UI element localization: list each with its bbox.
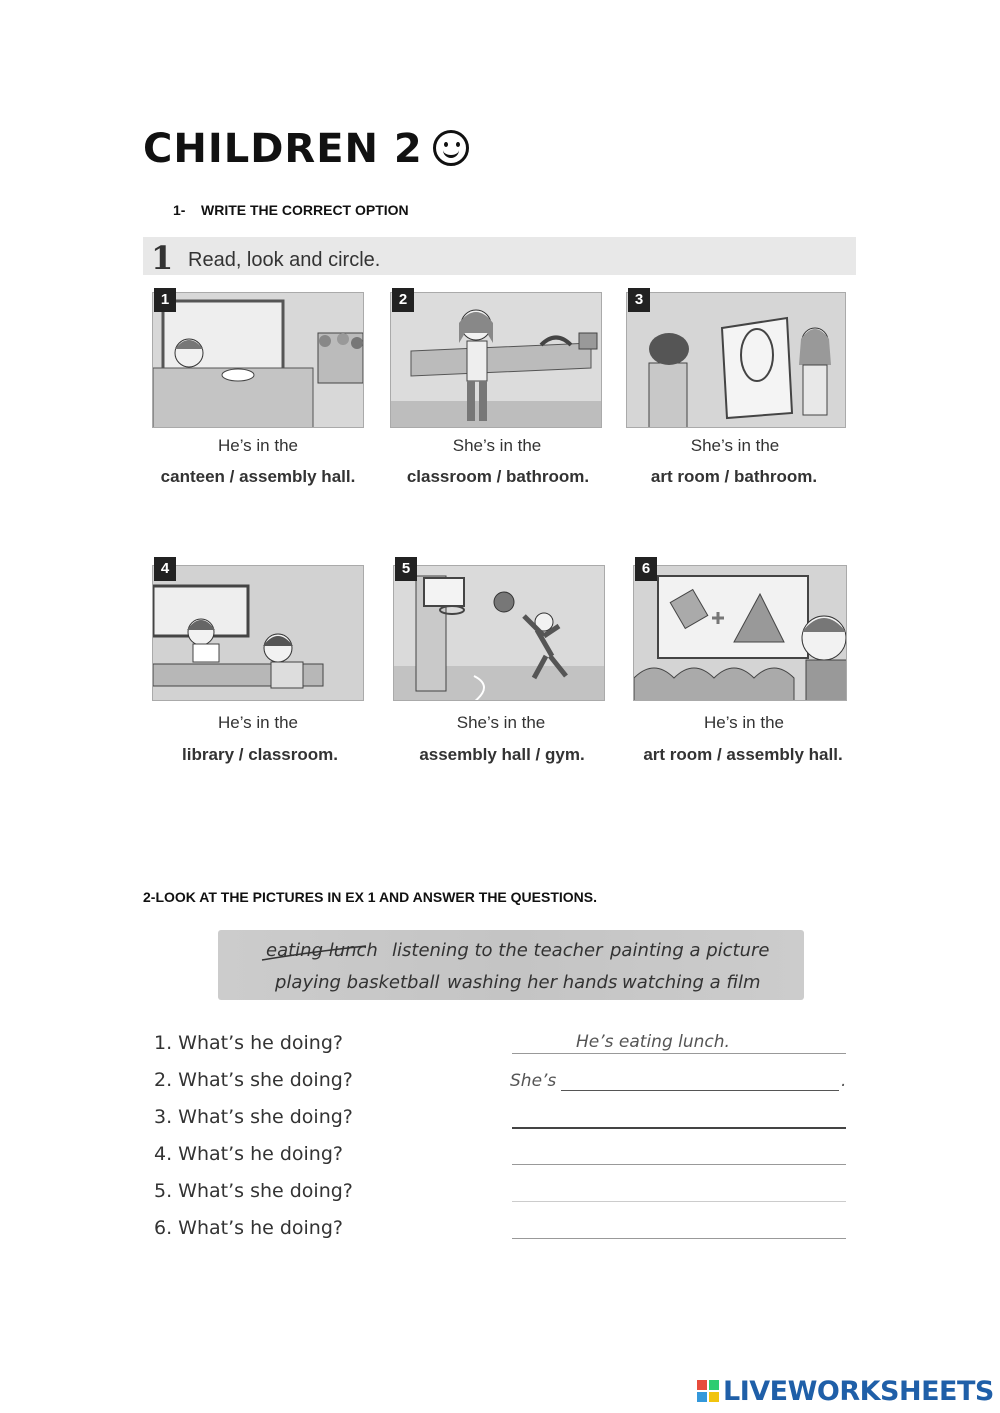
word-bank-item: eating lunch — [266, 940, 378, 961]
section2-heading: 2-LOOK AT THE PICTURES IN EX 1 AND ANSWER THE QUESTIONS. — [143, 889, 597, 905]
smiley-icon — [433, 130, 469, 166]
section1-heading: 1- WRITE THE CORRECT OPTION — [173, 202, 409, 218]
word-bank-item: listening to the teacher — [392, 940, 603, 961]
picture-library — [152, 565, 364, 701]
answer-prefix: She’s — [510, 1071, 557, 1091]
picture-gym — [393, 565, 605, 701]
picture-bathroom — [390, 292, 602, 428]
question: 5. What’s she doing? — [154, 1180, 353, 1202]
picture-art-room — [626, 292, 846, 428]
word-bank-item: playing basketball — [275, 972, 440, 993]
picture-caption: She’s in the — [452, 436, 542, 455]
question: 2. What’s she doing? — [154, 1069, 353, 1091]
word-bank-item: painting a picture — [610, 940, 770, 961]
picture-options[interactable]: classroom / bathroom. — [406, 467, 590, 486]
answer-input-6[interactable] — [512, 1238, 846, 1239]
picture-number: 3 — [628, 288, 650, 312]
picture-number: 5 — [395, 557, 417, 581]
answer-input-5[interactable] — [512, 1201, 846, 1202]
word-bank-item: washing her hands — [447, 972, 618, 993]
question: 4. What’s he doing? — [154, 1143, 343, 1165]
picture-canteen — [152, 292, 364, 428]
word-bank — [218, 930, 804, 1000]
answer-input-3[interactable] — [512, 1127, 846, 1129]
picture-number: 6 — [635, 557, 657, 581]
picture-options[interactable]: canteen / assembly hall. — [160, 467, 356, 486]
picture-number: 2 — [392, 288, 414, 312]
example-answer: He’s eating lunch. — [576, 1032, 730, 1052]
picture-caption: He’s in the — [703, 713, 784, 732]
question: 3. What’s she doing? — [154, 1106, 353, 1128]
picture-options[interactable]: assembly hall / gym. — [419, 745, 585, 764]
picture-number: 4 — [154, 557, 176, 581]
exercise-number: 1 — [151, 239, 174, 277]
strike-line — [260, 942, 370, 964]
logo-icon — [697, 1380, 719, 1402]
picture-options[interactable]: library / classroom. — [182, 745, 338, 764]
page-title — [143, 126, 469, 172]
picture-caption: She’s in the — [690, 436, 780, 455]
word-bank-item: watching a film — [622, 972, 761, 993]
picture-assembly-hall — [633, 565, 847, 701]
question: 1. What’s he doing? — [154, 1032, 343, 1054]
picture-caption: She’s in the — [456, 713, 546, 732]
picture-number: 1 — [154, 288, 176, 312]
liveworksheets-logo — [697, 1376, 994, 1407]
picture-options[interactable]: art room / bathroom. — [650, 467, 818, 486]
answer-input-2[interactable] — [561, 1090, 839, 1091]
exercise-header — [143, 237, 856, 275]
picture-caption: He’s in the — [217, 436, 298, 455]
answer-suffix: . — [841, 1071, 847, 1091]
answer-input-4[interactable] — [512, 1164, 846, 1165]
picture-caption: He’s in the — [217, 713, 298, 732]
exercise-instruction: Read, look and circle. — [188, 249, 381, 271]
question: 6. What’s he doing? — [154, 1217, 343, 1239]
answer-line — [512, 1053, 846, 1054]
logo-text: LIVEWORKSHEETS — [723, 1376, 994, 1407]
picture-options[interactable]: art room / assembly hall. — [643, 745, 843, 764]
title-text: CHILDREN 2 — [143, 126, 423, 172]
